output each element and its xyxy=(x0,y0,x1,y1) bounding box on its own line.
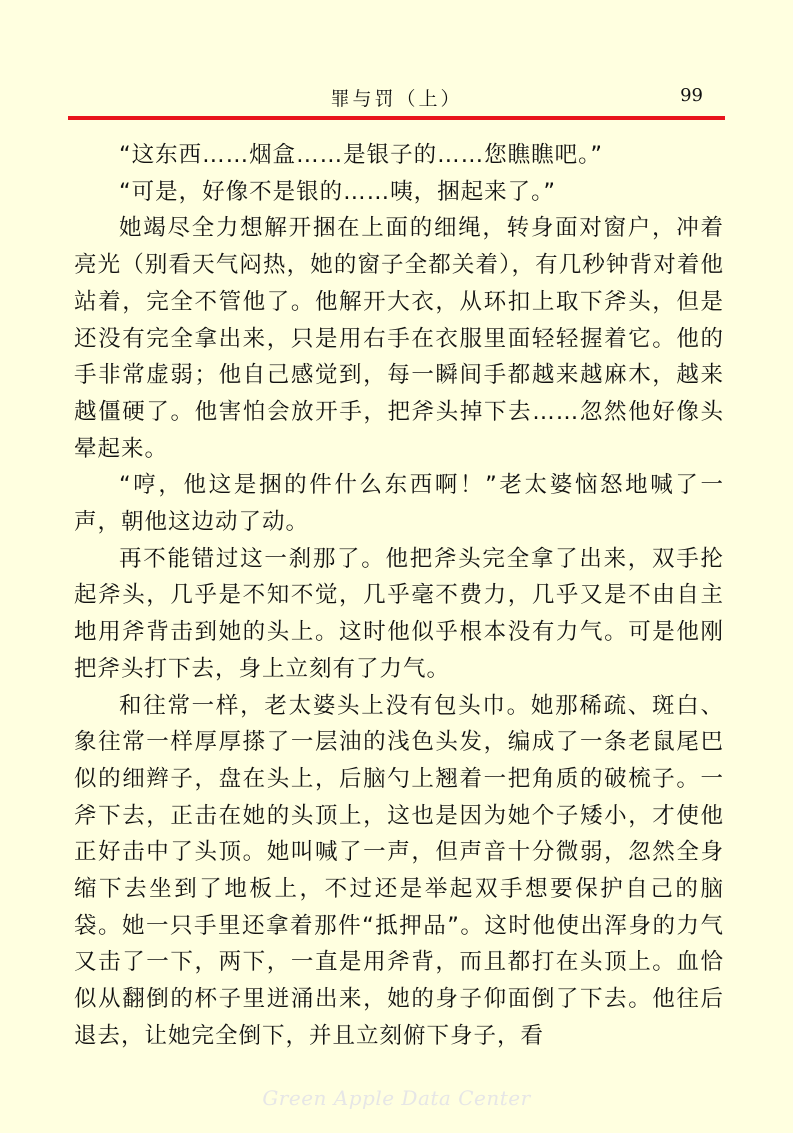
paragraph: “哼，他这是捆的件什么东西啊！”老太婆恼怒地喊了一声，朝他这边动了动。 xyxy=(74,472,724,536)
body-text xyxy=(74,137,724,1055)
paragraph: 和往常一样，老太婆头上没有包头巾。她那稀疏、斑白、象往常一样厚厚搽了一层油的浅色头发，编成了一条老鼠尾巴似的细辫子，盘在头上，后脑勺上翘着一把角质的破梳子。一斧下去，正击在她的头顶上，这也是因为她个子矮小，才使他正好击中了头顶。她叫喊了一声，但声音十分微弱，忽然全身缩下去坐到了地板上，不过还是举起双手想要保护自己的脑袋。她一只手里还拿着那件“抵押品”。这时他使出浑身的力气又击了一下，两下，一直是用斧背，而且都打在头顶上。血恰似从翻倒的杯子里迸涌出来，她的身子仰面倒了下去。他往后退去，让她完全倒下，并且立刻俯下身子，看 xyxy=(74,692,724,1049)
paragraph: “可是，好像不是银的……咦，捆起来了。” xyxy=(119,178,557,205)
book-title: 罪与罚（上） xyxy=(330,88,463,110)
watermark: Green Apple Data Center xyxy=(262,1086,531,1110)
header-rule xyxy=(68,116,725,120)
page-number: 99 xyxy=(680,85,703,106)
paragraph: 再不能错过这一刹那了。他把斧头完全拿了出来，双手抡起斧头，几乎是不知不觉，几乎毫不费力，几乎又是不由自主地用斧背击到她的头上。这时他似乎根本没有力气。可是他刚把斧头打下去，身上立刻有了力气。 xyxy=(74,545,724,682)
paragraph: 她竭尽全力想解开捆在上面的细绳，转身面对窗户，冲着亮光（别看天气闷热，她的窗子全都关着），有几秒钟背对着他站着，完全不管他了。他解开大衣，从环扣上取下斧头，但是还没有完全拿出来，只是用右手在衣服里面轻轻握着它。他的手非常虚弱；他自己感觉到，每一瞬间手都越来越麻木，越来越僵硬了。他害怕会放开手，把斧头掉下去……忽然他好像头晕起来。 xyxy=(74,215,724,462)
running-header xyxy=(68,80,725,116)
paragraph: “这东西……烟盒……是银子的……您瞧瞧吧。” xyxy=(119,142,604,168)
